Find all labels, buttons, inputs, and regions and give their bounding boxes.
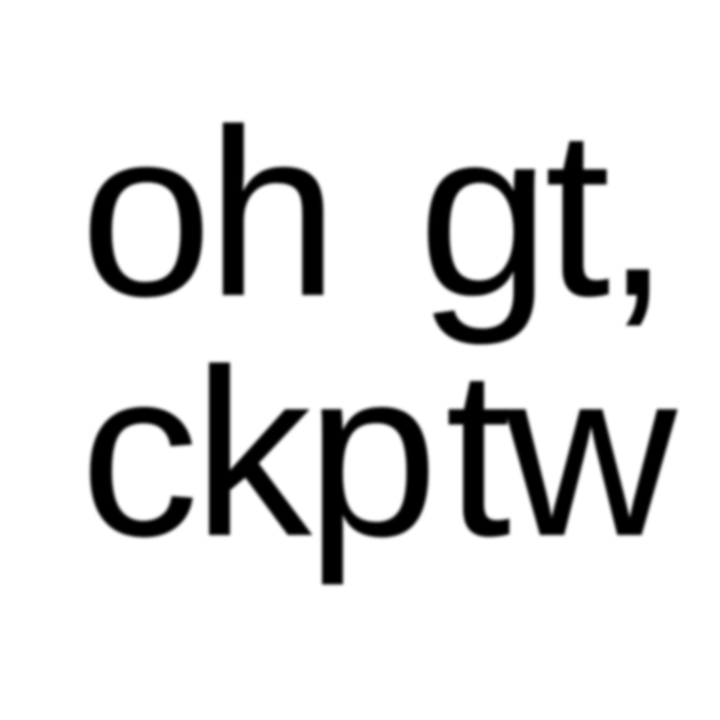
line1-word2: gt, (418, 81, 665, 346)
line1-word1: oh (80, 81, 333, 346)
line2-word1: ckp (80, 321, 433, 586)
line2-word2: tw (445, 321, 671, 586)
